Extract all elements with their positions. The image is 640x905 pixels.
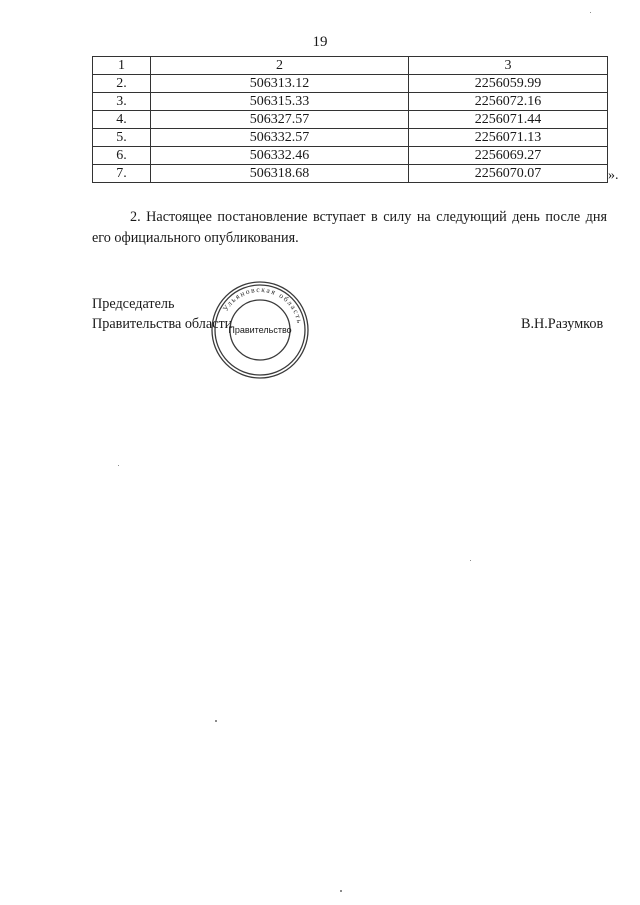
point-number-cell: 7. [93,165,151,183]
effective-date-paragraph: 2. Настоящее постановление вступает в силу на следующий день после дня его официального опубликования. [92,209,607,246]
scan-speck [215,720,217,722]
table-row [93,129,608,147]
table-header-row [93,57,608,75]
table-row [93,93,608,111]
point-number-cell: 2. [93,75,151,93]
table-row [93,111,608,129]
point-number-cell: 6. [93,147,151,165]
scan-speck [470,560,471,561]
x-coordinate-cell: 506332.57 [151,129,409,147]
y-coordinate-cell: 2256070.07 [409,165,608,183]
scan-speck [590,12,591,13]
header-cell: 1 [93,57,151,75]
y-coordinate-cell: 2256071.44 [409,111,608,129]
signer-title-line: Правительства области [92,316,233,332]
signer-title-line: Председатель [92,296,175,312]
signer-name: В.Н.Разумков [521,316,604,332]
x-coordinate-cell: 506318.68 [151,165,409,183]
page-number: 19 [312,34,328,50]
scan-speck [340,890,342,892]
closing-quote-mark: ». [608,168,619,183]
svg-text:Ульяновская область [221,285,305,325]
table-row [93,75,608,93]
y-coordinate-cell: 2256071.13 [409,129,608,147]
official-seal-stamp [210,280,310,380]
table-row [93,147,608,165]
stamp-center-text: Правительство [228,325,292,335]
point-number-cell: 5. [93,129,151,147]
scan-speck [118,465,119,466]
header-cell: 2 [151,57,409,75]
y-coordinate-cell: 2256059.99 [409,75,608,93]
x-coordinate-cell: 506332.46 [151,147,409,165]
point-number-cell: 3. [93,93,151,111]
stamp-ring-text: Ульяновская область [220,284,305,326]
y-coordinate-cell: 2256069.27 [409,147,608,165]
point-number-cell: 4. [93,111,151,129]
x-coordinate-cell: 506313.12 [151,75,409,93]
x-coordinate-cell: 506315.33 [151,93,409,111]
coordinates-table [92,56,608,183]
table-row [93,165,608,183]
y-coordinate-cell: 2256072.16 [409,93,608,111]
x-coordinate-cell: 506327.57 [151,111,409,129]
header-cell: 3 [409,57,608,75]
